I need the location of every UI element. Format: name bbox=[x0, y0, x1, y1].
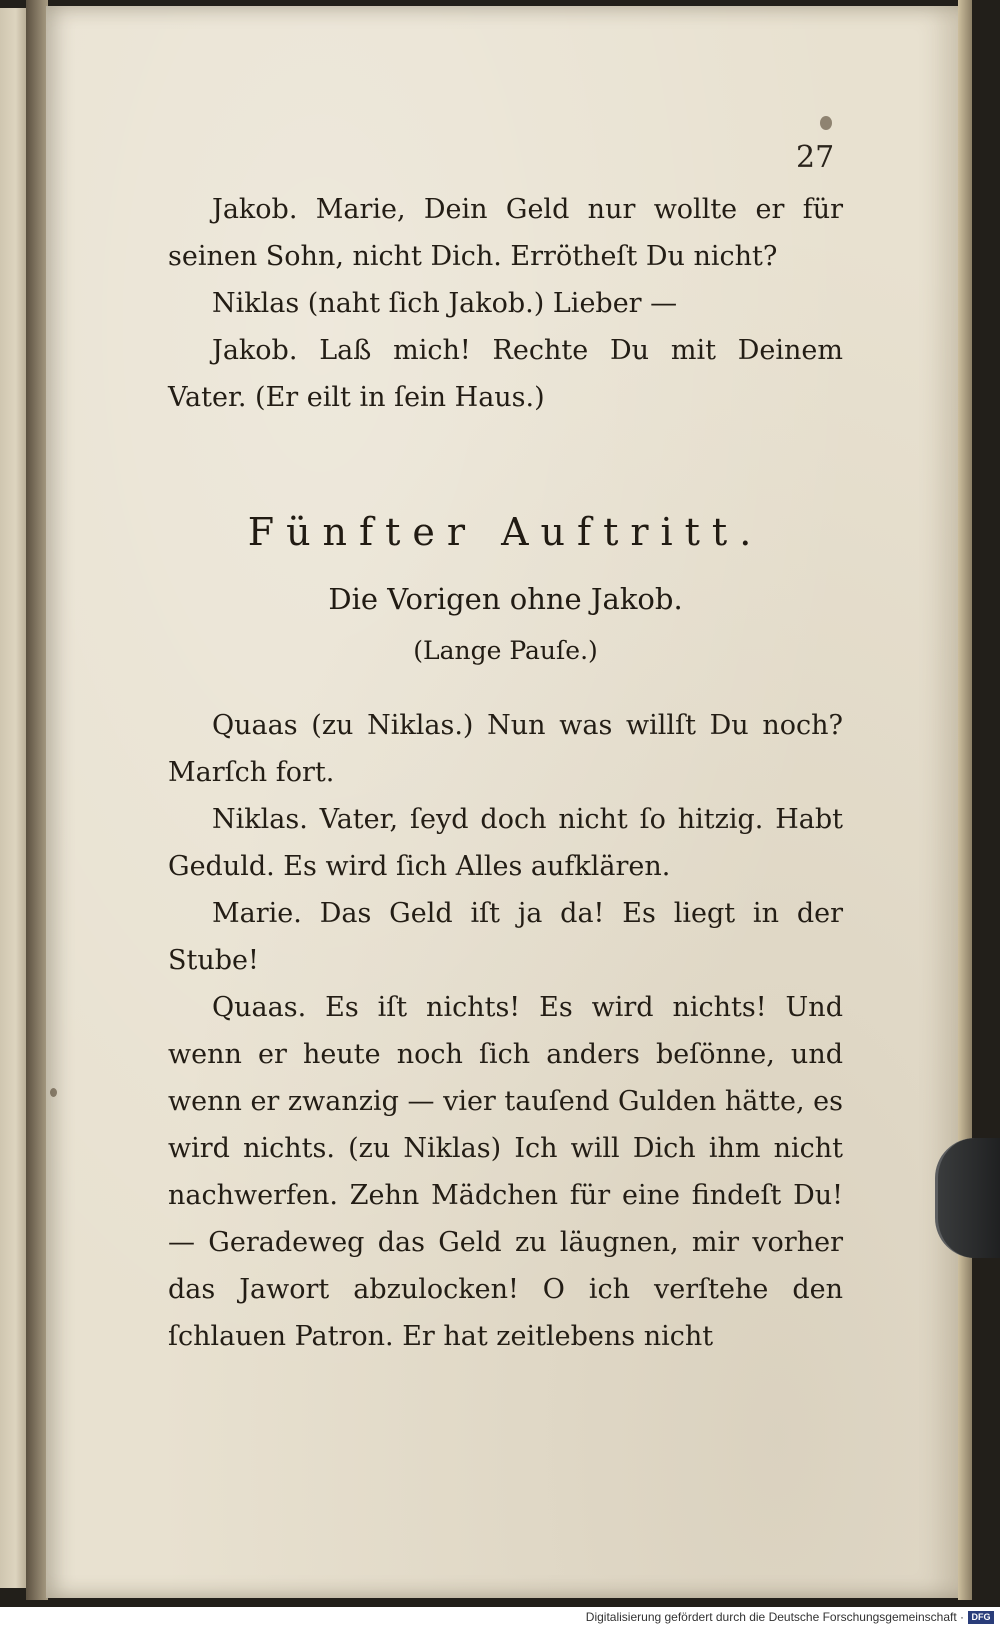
scene-title: Fünfter Auftritt. bbox=[247, 510, 764, 554]
book-spine-shadow bbox=[26, 0, 48, 1600]
dialogue-paragraph: Niklas. Vater, ſeyd doch nicht ſo hitzig. Habt Geduld. Es wird ſich Alles aufklären. bbox=[168, 804, 843, 882]
dfg-logo-icon: DFG bbox=[968, 1611, 994, 1624]
dialogue-paragraph: Quaas. Es iſt nichts! Es wird nichts! Und wenn er heute noch ſich anders beſönne, und wenn er zwanzig — vier tauſend Gulden hätte, es wird nichts. (zu Niklas) Ich will Dich ihm nicht nachwerfen. Zehn Mädchen für eine findeſt Du! — Geradeweg das Geld zu läugnen, mir vorher das Jawort abzulocken! O ich verſtehe den ſchlauen Patron. Er hat zeitlebens nicht bbox=[168, 992, 843, 1352]
dialogue-paragraph: Quaas (zu Niklas.) Nun was willſt Du noch? Marſch fort. bbox=[168, 710, 843, 788]
dialogue-paragraph: Jakob. Marie, Dein Geld nur wollte er für seinen Sohn, nicht Dich. Errötheſt Du nicht? bbox=[168, 194, 843, 272]
funding-credit: Digitalisierung gefördert durch die Deutsche Forschungsgemeinschaft · bbox=[585, 1610, 964, 1624]
dialogue-paragraph: Marie. Das Geld iſt ja da! Es liegt in der Stube! bbox=[168, 898, 843, 976]
scene-subtitle: Die Vorigen ohne Jakob. bbox=[328, 582, 683, 616]
dialogue-paragraph: Niklas (naht ſich Jakob.) Lieber — bbox=[212, 288, 678, 319]
page-number: 27 bbox=[796, 140, 835, 175]
top-dialogue-block bbox=[168, 186, 843, 421]
paper-speck bbox=[50, 1088, 57, 1097]
page-right-edge bbox=[958, 0, 972, 1600]
scene-dialogue-block bbox=[168, 702, 843, 1360]
paper-speck bbox=[820, 116, 832, 130]
stage-direction: (Lange Pauſe.) bbox=[413, 636, 598, 665]
page-clip-icon bbox=[935, 1138, 1000, 1258]
previous-page-edge bbox=[0, 8, 26, 1588]
dialogue-paragraph: Jakob. Laß mich! Rechte Du mit Deinem Vater. (Er eilt in ſein Haus.) bbox=[168, 335, 843, 413]
